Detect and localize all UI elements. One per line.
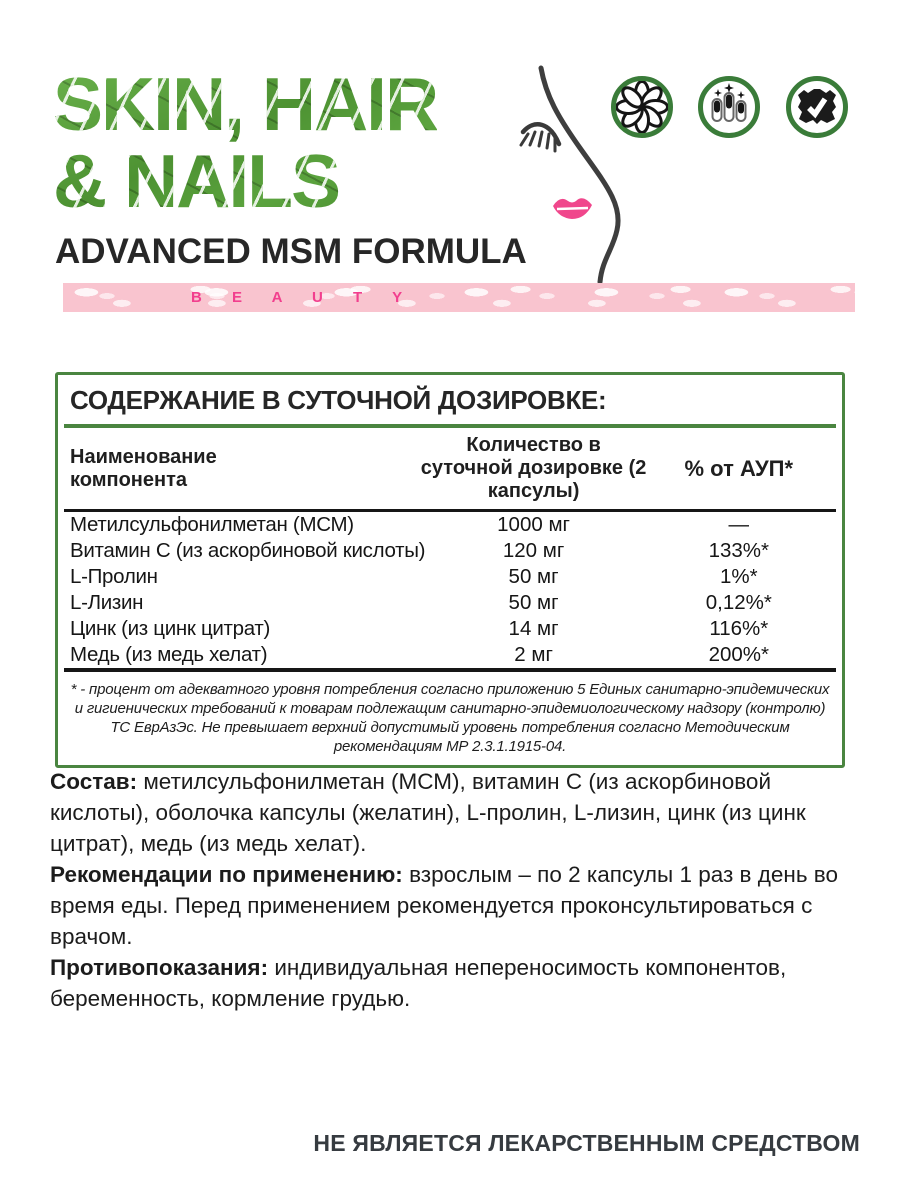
component-amount: 120 мг <box>502 539 565 562</box>
composition-label: Состав: <box>50 769 138 794</box>
table-row <box>58 590 842 616</box>
product-subtitle: ADVANCED MSM FORMULA <box>55 232 527 271</box>
nails-badge <box>698 76 760 138</box>
composition-paragraph <box>50 766 862 859</box>
dosage-table-title: СОДЕРЖАНИЕ В СУТОЧНОЙ ДОЗИРОВКЕ: <box>70 385 607 415</box>
column-header-amount: Количество в суточной дозировке (2 капсулы) <box>420 434 647 502</box>
product-title-line2: & NAILS <box>53 139 339 223</box>
column-header-component: Наименование компонента <box>70 445 217 491</box>
component-name: Витамин C (из аскорбиновой кислоты) <box>70 539 426 562</box>
table-footnote: * - процент от адекватного уровня потребления согласно приложению 5 Единых санитарно-эпидемических и гигиенических требований к товарам подлежащим санитарно-эпидемиологическому надзору (контролю) ТС ЕврАзЭс. Не превышает верхний допустимый уровень потребления согласно Методическим рекомендациям МР 2.3.1.1915-04. <box>70 681 830 755</box>
component-percent: 1%* <box>719 565 758 588</box>
component-name: Метилсульфонилметан (МСМ) <box>70 513 354 536</box>
not-a-drug-disclaimer: НЕ ЯВЛЯЕТСЯ ЛЕКАРСТВЕННЫМ СРЕДСТВОМ <box>313 1130 860 1156</box>
info-text <box>50 766 862 1014</box>
table-row <box>58 616 842 642</box>
beauty-banner-label: B E A U T Y <box>191 289 416 306</box>
component-name: Медь (из медь хелат) <box>70 643 268 666</box>
component-name: Цинк (из цинк цитрат) <box>70 617 271 640</box>
contraindications-paragraph <box>50 952 862 1014</box>
dosage-table-header <box>58 428 842 509</box>
component-name: L-Лизин <box>70 591 144 614</box>
table-row <box>58 538 842 564</box>
table-row <box>58 512 842 538</box>
composition-text: метилсульфонилметан (МСМ), витамин C (из аскорбиновой кислоты), оболочка капсулы (желатин), L-пролин, L-лизин, цинк (из цинк цитрат), медь (из медь хелат). <box>50 769 806 856</box>
component-amount: 1000 мг <box>497 513 571 536</box>
table-row <box>58 642 842 668</box>
component-percent: — <box>728 513 750 536</box>
table-row <box>58 564 842 590</box>
contraindications-text: индивидуальная непереносимость компонентов, беременность, кормление грудью. <box>50 955 787 1011</box>
component-amount: 14 мг <box>508 617 559 640</box>
component-amount: 50 мг <box>508 565 559 588</box>
component-percent: 133%* <box>708 539 769 562</box>
face-contour <box>541 68 618 282</box>
component-percent: 116%* <box>709 617 769 640</box>
flower-icon <box>616 81 668 133</box>
component-amount: 50 мг <box>508 591 559 614</box>
component-name: L-Пролин <box>70 565 158 588</box>
leather-badge <box>786 76 848 138</box>
component-percent: 0,12%* <box>705 591 772 614</box>
leather-check-icon <box>791 81 843 133</box>
shiny-nails-icon <box>703 81 755 133</box>
recommendations-text: взрослым – по 2 капсулы 1 раз в день во время еды. Перед применением рекомендуется проконсультироваться с врачом. <box>50 862 839 949</box>
flower-badge <box>611 76 673 138</box>
component-amount: 2 мг <box>514 643 553 666</box>
beauty-banner <box>63 283 855 312</box>
recommendations-label: Рекомендации по применению: <box>50 862 403 887</box>
component-percent: 200%* <box>708 643 769 666</box>
product-title <box>53 62 438 223</box>
contraindications-label: Противопоказания: <box>50 955 269 980</box>
eyelashes <box>521 132 555 151</box>
product-title-line1: SKIN, HAIR <box>53 62 438 146</box>
dosage-table <box>55 372 845 768</box>
column-header-percent: % от АУП* <box>684 456 794 481</box>
lips-slit <box>557 208 588 209</box>
recommendations-paragraph <box>50 859 862 952</box>
